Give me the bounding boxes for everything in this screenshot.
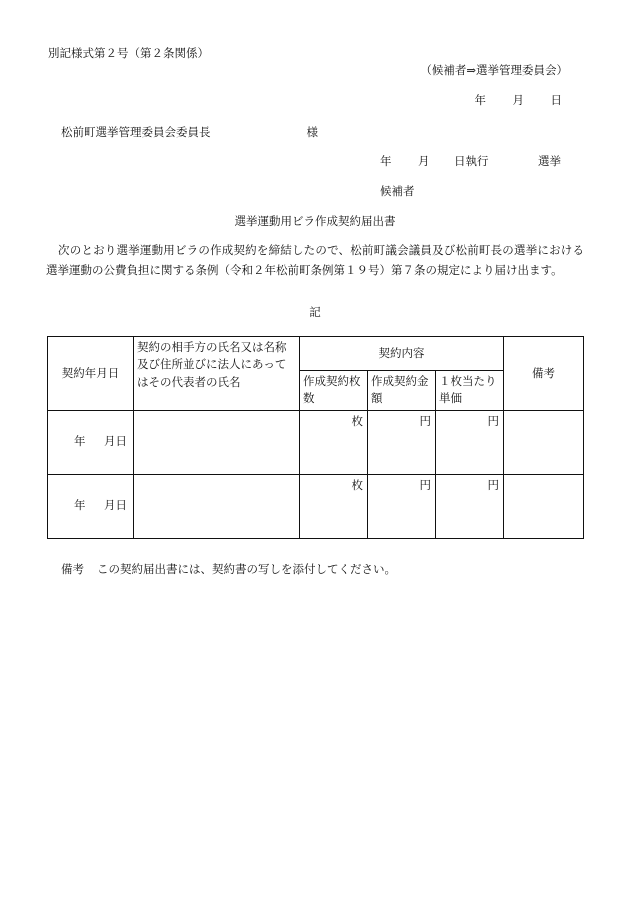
cell-quantity: 枚 — [300, 410, 368, 474]
ki-marker: 記 — [309, 305, 321, 319]
election-day-exec: 日執行 — [454, 154, 489, 168]
contract-table — [47, 336, 584, 539]
header-unit-price: １枚当たり単価 — [436, 371, 504, 411]
election-execution-line — [380, 153, 561, 171]
header-quantity: 作成契約枚数 — [300, 371, 368, 411]
body-text: 次のとおり選挙運動用ビラの作成契約を締結したので、松前町議会議員及び松前町長の選挙における選挙運動の公費負担に関する条例（令和２年松前町条例第１９号）第７条の規定により届け出ます。 — [46, 243, 584, 277]
election-month: 月 — [418, 154, 430, 168]
date-month: 月 — [104, 434, 116, 449]
cell-quantity: 枚 — [300, 474, 368, 538]
cell-contract-date — [48, 474, 134, 538]
document-title: 選挙運動用ビラ作成契約届出書 — [234, 214, 396, 228]
header-amount: 作成契約金額 — [368, 371, 436, 411]
date-day: 日 — [115, 498, 127, 513]
table-row — [48, 410, 584, 474]
date-year: 年 — [74, 434, 86, 449]
cell-amount: 円 — [368, 474, 436, 538]
addressee-name: 松前町選挙管理委員会委員長 — [61, 125, 211, 139]
date-year: 年 — [474, 93, 486, 107]
election-word: 選挙 — [538, 154, 561, 168]
remarks-label: 備考 — [61, 562, 84, 576]
remarks-note — [61, 561, 396, 579]
cell-remarks — [504, 474, 584, 538]
table-row — [48, 474, 584, 538]
addressee-honorific: 様 — [306, 125, 318, 139]
date-month: 月 — [512, 93, 524, 107]
table-header-row — [48, 337, 584, 371]
cell-party-name — [134, 474, 300, 538]
date-day: 日 — [115, 434, 127, 449]
cell-unit-price: 円 — [436, 474, 504, 538]
remarks-text: この契約届出書には、契約書の写しを添付してください。 — [97, 562, 396, 576]
submission-date — [475, 92, 563, 110]
election-year: 年 — [380, 154, 392, 168]
header-party-name: 契約の相手方の氏名又は名称及び住所並びに法人にあってはその代表者の氏名 — [134, 337, 300, 411]
cell-remarks — [504, 410, 584, 474]
header-contract-details: 契約内容 — [300, 337, 504, 371]
header-contract-date: 契約年月日 — [48, 337, 134, 411]
form-number: 別記様式第２号（第２条関係） — [48, 46, 209, 60]
route-note: （候補者⇒選挙管理委員会） — [420, 63, 568, 77]
header-remarks: 備考 — [504, 337, 584, 411]
cell-unit-price: 円 — [436, 410, 504, 474]
date-year: 年 — [74, 498, 86, 513]
candidate-label: 候補者 — [380, 184, 415, 198]
cell-contract-date — [48, 410, 134, 474]
date-day: 日 — [550, 93, 562, 107]
date-month: 月 — [104, 498, 116, 513]
cell-party-name — [134, 410, 300, 474]
addressee — [61, 124, 318, 142]
cell-amount: 円 — [368, 410, 436, 474]
